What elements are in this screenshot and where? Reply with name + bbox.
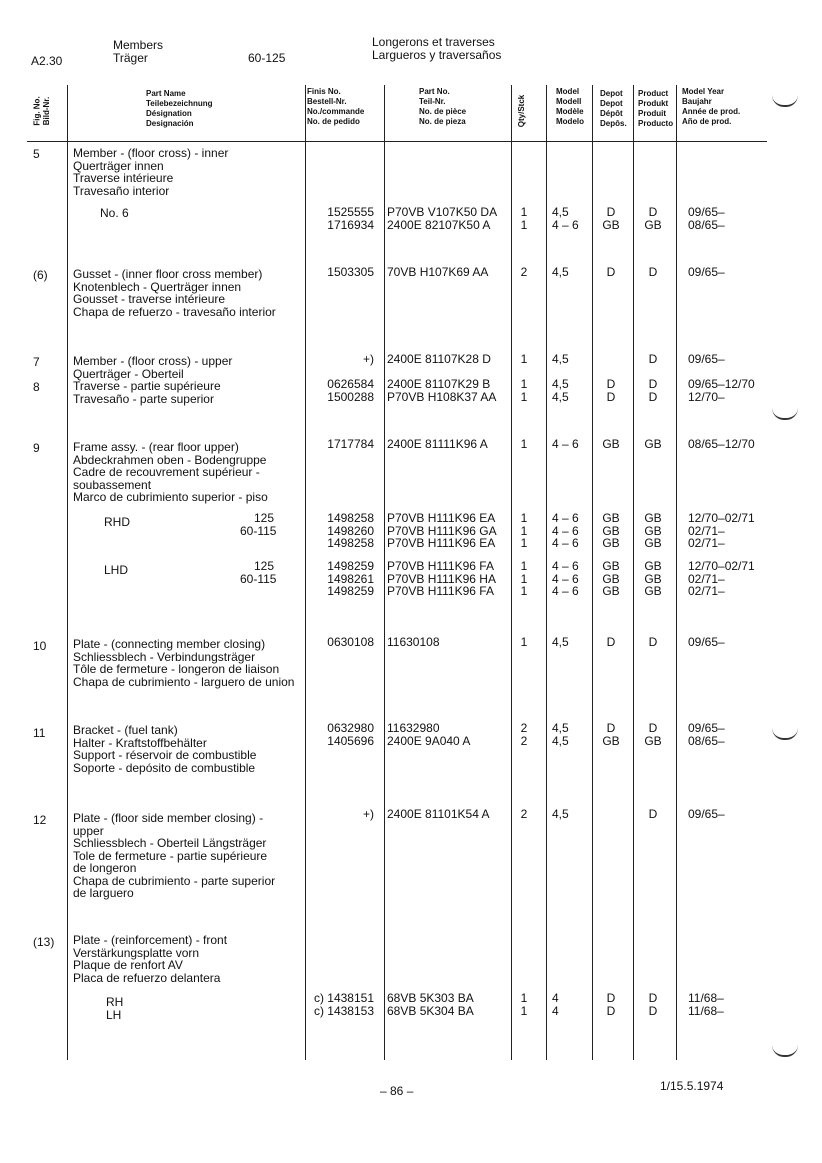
finis-number: 1525555 1716934 xyxy=(327,205,374,232)
model: 4,5 4,5 xyxy=(552,721,569,748)
product: GB xyxy=(644,437,662,451)
column-divider xyxy=(67,85,68,1060)
column-divider xyxy=(676,85,677,1060)
col-header-qty: Qty/Stck xyxy=(517,94,527,128)
model: 4,5 xyxy=(552,635,569,649)
model: 4,5 xyxy=(552,265,569,279)
model-year: 09/65– xyxy=(688,635,725,649)
side-label-lhd: LHD xyxy=(104,563,129,577)
finis-number: 0630108 xyxy=(327,635,374,649)
part-description: Gusset - (inner floor cross member) Knotenblech - Querträger innen Gousset - traverse intérieure Chapa de refuerzo - travesaño interior xyxy=(73,267,276,319)
part-number: P70VB V107K50 DA 2400E 82107K50 A xyxy=(387,205,498,232)
part-description: Frame assy. - (rear floor upper) Abdeckrahmen oben - Bodengruppe Cadre de recouvrement supérieur - soubassement Marco de cubrimiento superior - piso xyxy=(73,440,268,504)
quantity: 1 1 1 xyxy=(520,352,528,404)
fig-number: 12 xyxy=(33,813,47,827)
model-year: 12/70–02/71 02/71– 02/71– xyxy=(688,559,755,598)
depot: D xyxy=(606,265,616,279)
finis-number: c) 1438151 c) 1438153 xyxy=(313,991,374,1018)
product: D xyxy=(648,807,658,821)
part-description: Member - (floor cross) - upper Querträger - Oberteil Traverse - partie supérieure Travesaño - parte superior xyxy=(73,354,233,406)
fig-number: 10 xyxy=(33,639,47,653)
quantity: 1 xyxy=(520,437,528,451)
product: D xyxy=(648,635,658,649)
finis-number: 1717784 xyxy=(327,437,374,451)
part-description: Plate - (floor side member closing) - upper Schliessblech - Oberteil Längsträger Tole de fermeture - partie supérieure de longeron Chapa de cubrimiento - parte superior de larguero xyxy=(73,811,276,900)
depot: D GB xyxy=(602,721,620,748)
product: D D xyxy=(648,991,658,1018)
model-year: 09/65– 08/65– xyxy=(688,205,725,232)
model-year: 09/65– 08/65– xyxy=(688,721,725,748)
finis-number: 1498258 1498260 1498258 xyxy=(327,511,374,550)
model: 4,5 4,5 4,5 xyxy=(552,352,569,404)
page-code: A2.30 xyxy=(31,54,63,68)
group-title-en: Members xyxy=(113,38,164,52)
column-divider xyxy=(384,85,385,1060)
margin-tick-mark xyxy=(772,95,798,107)
side-label-rhd: RHD xyxy=(104,515,130,529)
fig-number: (13) xyxy=(33,935,55,949)
finis-number: 1498259 1498261 1498259 xyxy=(327,559,374,598)
depot: D D xyxy=(606,991,616,1018)
model-year: 09/65– xyxy=(688,265,725,279)
quantity: 1 1 xyxy=(520,205,528,232)
model: 4 – 6 4 – 6 4 – 6 xyxy=(552,559,579,598)
part-number: 11632980 2400E 9A040 A xyxy=(387,721,471,748)
col-header-fig: Fig. No. Bild-Nr. xyxy=(32,96,52,126)
quantity: 1 1 1 xyxy=(520,511,528,550)
quantity: 2 xyxy=(520,807,528,821)
model-year: 08/65–12/70 xyxy=(688,437,755,451)
col-header-finis: Finis No. Bestell-Nr. No./commande No. de pedido xyxy=(307,87,365,126)
part-number: 2400E 81107K28 D 2400E 81107K29 B P70VB H108K37 AA xyxy=(387,352,497,404)
margin-tick-mark xyxy=(772,728,798,740)
model: 4,5 xyxy=(552,807,569,821)
depot: D xyxy=(606,635,616,649)
fig-number: 5 xyxy=(33,147,40,161)
col-header-part-no: Part No. Teil-Nr. No. de pièce No. de pieza xyxy=(419,87,467,126)
depot: D GB xyxy=(602,205,620,232)
edition-date: 1/15.5.1974 xyxy=(660,1079,724,1093)
depot: GB GB GB xyxy=(602,511,620,550)
group-title-de: Träger xyxy=(113,51,148,65)
part-description: Bracket - (fuel tank) Halter - Kraftstoffbehälter Support - réservoir de combustible Soporte - depósito de combustible xyxy=(73,723,257,775)
model: 4,5 4 – 6 xyxy=(552,205,579,232)
fig-number: 9 xyxy=(33,441,40,455)
col-header-model: Model Modell Modèle Modelo xyxy=(556,87,584,126)
margin-tick-mark xyxy=(772,408,798,420)
column-divider xyxy=(592,85,593,1060)
quantity: 1 1 1 xyxy=(520,559,528,598)
sub-model: 125 60-115 xyxy=(240,511,277,538)
col-header-product: Product Produkt Produit Producto xyxy=(638,89,674,128)
part-description: Member - (floor cross) - inner Querträger innen Traverse intérieure Travesaño interior xyxy=(73,146,229,198)
fig-number: 8 xyxy=(33,380,40,394)
model: 4 4 xyxy=(552,991,559,1018)
model-year: 09/65– xyxy=(688,807,725,821)
product: D GB xyxy=(644,721,662,748)
sub-model: 125 60-115 xyxy=(240,559,277,586)
fig-number: (6) xyxy=(33,268,48,282)
depot: GB xyxy=(602,437,620,451)
page-number: – 86 – xyxy=(380,1084,414,1098)
product: D D D xyxy=(648,352,658,404)
model-year: 11/68– 11/68– xyxy=(688,991,724,1018)
part-number: 2400E 81101K54 A xyxy=(387,807,490,821)
part-number: 11630108 xyxy=(387,635,440,649)
part-description: Plate - (reinforcement) - front Verstärkungsplatte vorn Plaque de renfort AV Placa de refuerzo delantera xyxy=(73,933,228,985)
part-number: 70VB H107K69 AA xyxy=(387,265,489,279)
group-title-fr: Longerons et traverses xyxy=(372,35,495,49)
model: 4 – 6 xyxy=(552,437,579,451)
column-divider xyxy=(633,85,634,1060)
col-header-depot: Depot Depot Dépôt Depôs. xyxy=(600,89,627,128)
depot: GB GB GB xyxy=(602,559,620,598)
margin-tick-mark xyxy=(772,1045,798,1057)
side-label: RH LH xyxy=(106,995,124,1022)
fig-number: 11 xyxy=(33,726,46,740)
table-header-rule xyxy=(27,141,767,142)
group-title-es: Largueros y traversaños xyxy=(372,48,502,62)
part-number: P70VB H111K96 FA P70VB H111K96 HA P70VB H111K96 FA xyxy=(387,559,496,598)
product: GB GB GB xyxy=(644,511,662,550)
model: 4 – 6 4 – 6 4 – 6 xyxy=(552,511,579,550)
finis-number: 0632980 1405696 xyxy=(327,721,374,748)
finis-number: +) xyxy=(362,807,374,821)
part-number: P70VB H111K96 EA P70VB H111K96 GA P70VB H111K96 EA xyxy=(387,511,497,550)
product: GB GB GB xyxy=(644,559,662,598)
column-divider xyxy=(511,85,512,1060)
product: D xyxy=(648,265,658,279)
variant-label: No. 6 xyxy=(100,206,129,220)
fig-number: 7 xyxy=(33,355,40,369)
model-code: 60-125 xyxy=(248,51,286,65)
depot: D D xyxy=(606,377,616,404)
part-description: Plate - (connecting member closing) Schliessblech - Verbindungsträger Tôle de fermeture - longeron de liaison Chapa de cubrimiento - larguero de union xyxy=(73,637,295,689)
quantity: 2 xyxy=(520,265,528,279)
quantity: 1 xyxy=(520,635,528,649)
part-number: 2400E 81111K96 A xyxy=(387,437,488,451)
part-number: 68VB 5K303 BA 68VB 5K304 BA xyxy=(387,991,474,1018)
col-header-part-name: Part Name Teilebezeichnung Désignation Designación xyxy=(146,89,213,128)
quantity: 2 2 xyxy=(520,721,528,748)
product: D GB xyxy=(644,205,662,232)
col-header-model-year: Model Year Baujahr Année de prod. Año de prod. xyxy=(682,87,741,126)
model-year: 12/70–02/71 02/71– 02/71– xyxy=(688,511,755,550)
quantity: 1 1 xyxy=(520,991,528,1018)
finis-number: +) 0626584 1500288 xyxy=(327,352,374,404)
model-year: 09/65– 09/65–12/70 12/70– xyxy=(688,352,755,404)
column-divider xyxy=(546,85,547,1060)
finis-number: 1503305 xyxy=(327,265,374,279)
